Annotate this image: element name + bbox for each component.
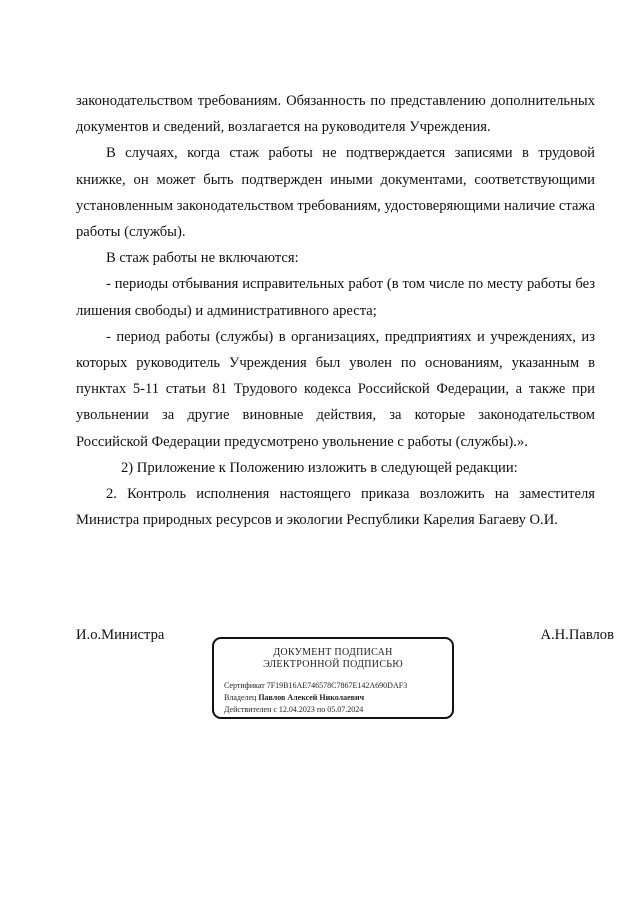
stamp-certificate [224,681,407,691]
signer-role: И.о.Министра [76,627,165,643]
paragraph-exclusion-2: - период работы (службы) в организациях, предприятиях и учреждениях, из которых руководитель Учреждения был уволен по основаниям, указанным в пунктах 5-11 статьи 81 Трудового кодекса Российской Федерации, а также при увольнении за другие виновные действия, за которые законодательством Российской Федерации предусмотрено увольнение с работы (службы).». [76,328,595,450]
paragraph-continuation: законодательством требованиям. Обязанность по представлению дополнительных документов и сведений, возлагается на руководителя Учреждения. [76,93,595,136]
stamp-owner [224,693,364,703]
stamp-owner-value: Павлов Алексей Николаевич [258,693,365,702]
paragraph-work-record: В случаях, когда стаж работы не подтверждается записями в трудовой книжке, он может быть подтвержден иными документами, соответствующими установленным законодательством требованиям, удостоверяющими наличие стажа работы (службы). [76,145,595,241]
paragraph-exclusion-1: - периоды отбывания исправительных работ (в том числе по месту работы без лишения свободы) и административного ареста; [76,276,595,319]
stamp-title-line-1: ДОКУМЕНТ ПОДПИСАН [273,647,393,658]
stamp-title-line-2: ЭЛЕКТРОННОЙ ПОДПИСЬЮ [263,659,403,670]
stamp-certificate-label: Сертификат [224,681,265,690]
stamp-title [214,647,452,671]
stamp-owner-label: Владелец [224,693,257,702]
stamp-certificate-value: 7F19B16AE746578C7867E142A690DAF3 [266,681,408,690]
electronic-signature-stamp [212,637,454,719]
paragraph-appendix: 2) Приложение к Положению изложить в следующей редакции: [121,459,518,476]
stamp-validity: Действителен с 12.04.2023 по 05.07.2024 [224,705,364,714]
signer-name: А.Н.Павлов [540,627,614,643]
paragraph-control: 2. Контроль исполнения настоящего приказа возложить на заместителя Министра природных ресурсов и экологии Республики Карелия Багаеву О.И. [76,486,595,529]
paragraph-exclusions-heading: В стаж работы не включаются: [106,250,299,267]
document-body [76,88,595,533]
